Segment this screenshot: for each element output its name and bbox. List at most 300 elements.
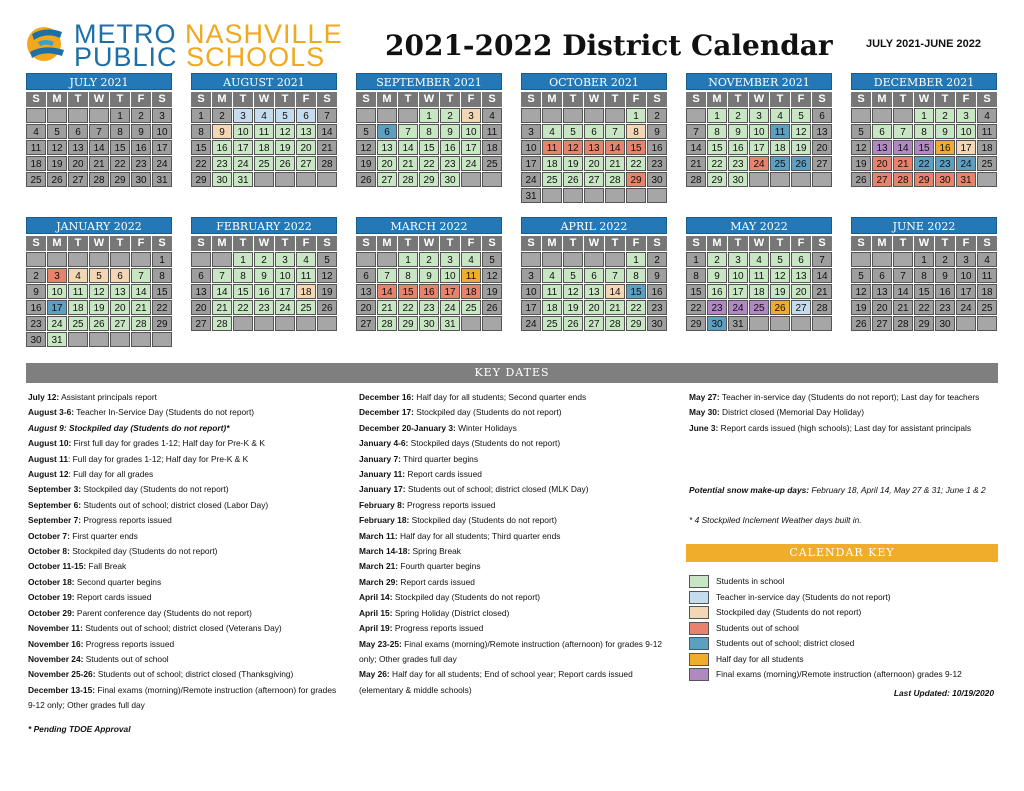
month-title: JULY 2021 (26, 73, 172, 90)
key-date-description: Teacher In-Service Day (Students do not report) (74, 407, 255, 418)
day-cell: 5 (791, 108, 811, 123)
weekday-header: F (131, 92, 151, 107)
key-date-entry (359, 390, 679, 405)
day-cell: 21 (377, 300, 397, 315)
day-cell: 30 (440, 172, 460, 187)
page-subtitle: JULY 2021-JUNE 2022 (866, 38, 981, 50)
day-cell: 26 (563, 316, 583, 331)
day-cell: 6 (872, 268, 892, 283)
month-april-2022 (521, 217, 667, 357)
day-cell: 11 (542, 284, 562, 299)
color-swatch (689, 637, 709, 650)
day-cell: 1 (191, 108, 211, 123)
calendar-key-item (689, 574, 999, 590)
key-date-description: : Full day for grades 1-12; Half day for Pre-K & K (68, 453, 249, 464)
day-cell: 28 (893, 172, 913, 187)
day-cell: 4 (296, 252, 316, 267)
key-date-description: Half day for all students; Third quarter ends (397, 530, 561, 541)
key-date-description: Fourth quarter begins (398, 561, 481, 572)
day-cell: 5 (47, 124, 67, 139)
weekday-header: M (377, 92, 397, 107)
day-cell: 28 (317, 156, 337, 171)
month-grid (191, 92, 337, 187)
weekday-header: F (956, 92, 976, 107)
day-cell: 28 (89, 172, 109, 187)
day-cell: 4 (26, 124, 46, 139)
day-cell: 26 (851, 172, 871, 187)
day-cell: 16 (440, 140, 460, 155)
day-cell: 17 (521, 156, 541, 171)
calendar-key-label: Students out of school; district closed (716, 638, 855, 648)
key-date-label: March 29: (359, 576, 399, 587)
day-cell: 4 (482, 108, 502, 123)
month-october-2021 (521, 73, 667, 213)
day-cell: 9 (131, 124, 151, 139)
day-cell: 27 (356, 316, 376, 331)
empty-day-cell (542, 188, 562, 203)
empty-day-cell (317, 172, 337, 187)
day-cell: 30 (131, 172, 151, 187)
day-cell: 5 (851, 124, 871, 139)
day-cell: 16 (212, 140, 232, 155)
key-date-entry (28, 575, 343, 590)
day-cell: 12 (482, 268, 502, 283)
day-cell: 19 (482, 284, 502, 299)
day-cell: 13 (68, 140, 88, 155)
logo-text-line2: PUBLIC SCHOOLS (74, 42, 326, 72)
weekday-header: S (152, 236, 172, 251)
key-date-description: Stockpiled day (Students do not report) (392, 592, 541, 603)
day-cell: 28 (212, 316, 232, 331)
empty-day-cell (872, 108, 892, 123)
day-cell: 20 (812, 140, 832, 155)
day-cell: 1 (914, 252, 934, 267)
day-cell: 15 (914, 140, 934, 155)
key-date-label: October 11-15: (28, 561, 87, 572)
day-cell: 25 (254, 156, 274, 171)
weekday-header: F (791, 92, 811, 107)
month-july-2021 (26, 73, 172, 213)
day-cell: 7 (893, 124, 913, 139)
day-cell: 24 (440, 300, 460, 315)
day-cell: 11 (482, 124, 502, 139)
day-cell: 21 (686, 156, 706, 171)
key-date-description: Students out of school; district closed (MLK Day) (405, 484, 589, 495)
weekday-header: S (482, 236, 502, 251)
weekday-header: M (377, 236, 397, 251)
day-cell: 19 (791, 140, 811, 155)
day-cell: 7 (812, 252, 832, 267)
key-date-entry (28, 544, 343, 559)
day-cell: 29 (626, 172, 646, 187)
day-cell: 17 (461, 140, 481, 155)
key-date-label: May 26: (359, 669, 390, 680)
key-date-entry (359, 590, 679, 605)
day-cell: 2 (935, 108, 955, 123)
day-cell: 14 (605, 284, 625, 299)
key-date-entry (28, 652, 343, 667)
key-date-entry (359, 621, 679, 636)
day-cell: 1 (707, 108, 727, 123)
day-cell: 27 (296, 156, 316, 171)
empty-day-cell (791, 172, 811, 187)
empty-day-cell (131, 252, 151, 267)
day-cell: 8 (152, 268, 172, 283)
day-cell: 10 (521, 284, 541, 299)
day-cell: 13 (584, 284, 604, 299)
key-date-label: March 11: (359, 530, 398, 541)
day-cell: 22 (686, 300, 706, 315)
key-date-entry (28, 436, 343, 451)
day-cell: 10 (749, 124, 769, 139)
day-cell: 28 (686, 172, 706, 187)
day-cell: 6 (584, 124, 604, 139)
day-cell: 8 (626, 268, 646, 283)
day-cell: 20 (872, 300, 892, 315)
key-date-description: Second quarter begins (74, 576, 162, 587)
weekday-header: W (254, 92, 274, 107)
day-cell: 11 (977, 268, 997, 283)
day-cell: 28 (605, 316, 625, 331)
calendar-key-item (689, 636, 999, 652)
weekday-header: T (605, 92, 625, 107)
empty-day-cell (812, 172, 832, 187)
day-cell: 18 (482, 140, 502, 155)
day-cell: 22 (191, 156, 211, 171)
day-cell: 20 (296, 140, 316, 155)
logo-mark-icon (24, 22, 68, 66)
day-cell: 3 (233, 108, 253, 123)
key-date-entry (689, 405, 989, 420)
empty-day-cell (68, 108, 88, 123)
day-cell: 25 (482, 156, 502, 171)
key-date-label: January 4-6: (359, 438, 409, 449)
day-cell: 27 (377, 172, 397, 187)
day-cell: 7 (605, 124, 625, 139)
month-title: JANUARY 2022 (26, 217, 172, 234)
day-cell: 6 (791, 252, 811, 267)
day-cell: 21 (605, 156, 625, 171)
weekday-header: W (584, 92, 604, 107)
day-cell: 26 (791, 156, 811, 171)
key-date-description: District closed (Memorial Day Holiday) (719, 407, 865, 418)
day-cell: 27 (110, 316, 130, 331)
key-date-label: February 18: (359, 515, 410, 526)
day-cell: 26 (770, 300, 790, 315)
weekday-header: S (851, 92, 871, 107)
key-date-label: January 7: (359, 453, 401, 464)
key-date-label: August 3-6: (28, 407, 75, 418)
calendar-key-item (689, 652, 999, 668)
day-cell: 2 (419, 252, 439, 267)
day-cell: 29 (686, 316, 706, 331)
key-date-entry (28, 529, 343, 544)
weekday-header: W (419, 236, 439, 251)
weekday-header: T (68, 92, 88, 107)
day-cell: 14 (398, 140, 418, 155)
day-cell: 23 (212, 156, 232, 171)
day-cell: 31 (233, 172, 253, 187)
day-cell: 26 (563, 172, 583, 187)
day-cell: 24 (461, 156, 481, 171)
month-march-2022 (356, 217, 502, 357)
day-cell: 24 (728, 300, 748, 315)
day-cell: 23 (647, 156, 667, 171)
key-date-description: Progress reports issued (404, 499, 496, 510)
key-date-label: December 16: (359, 392, 414, 402)
empty-day-cell (851, 108, 871, 123)
day-cell: 6 (296, 108, 316, 123)
key-date-description: Report cards issued (74, 592, 152, 603)
day-cell: 31 (728, 316, 748, 331)
day-cell: 13 (356, 284, 376, 299)
key-date-entry (28, 452, 343, 467)
day-cell: 23 (707, 300, 727, 315)
key-date-description: Stockpiled day (Students do not report) (81, 484, 229, 495)
key-date-label: April 15: (359, 607, 393, 618)
key-date-description: Students out of school (83, 653, 169, 664)
day-cell: 25 (26, 172, 46, 187)
day-cell: 25 (977, 300, 997, 315)
key-date-label: February 8: (359, 499, 405, 510)
key-date-label: August 10: (28, 438, 72, 449)
day-cell: 5 (317, 252, 337, 267)
empty-day-cell (26, 252, 46, 267)
key-date-entry (28, 667, 343, 682)
weekday-header: M (47, 236, 67, 251)
empty-day-cell (26, 108, 46, 123)
day-cell: 26 (47, 172, 67, 187)
day-cell: 27 (191, 316, 211, 331)
day-cell: 2 (26, 268, 46, 283)
calendar-key-label: Final exams (morning)/Remote instruction (afternoon) grades 9-12 (716, 669, 962, 679)
weekday-header: W (89, 236, 109, 251)
day-cell: 18 (296, 284, 316, 299)
day-cell: 15 (152, 284, 172, 299)
key-date-description: Report cards issued (high schools); Last day for assistant principals (718, 422, 972, 433)
day-cell: 14 (377, 284, 397, 299)
weekday-header: T (275, 92, 295, 107)
weekday-header: T (68, 236, 88, 251)
weekday-header: T (770, 92, 790, 107)
day-cell: 3 (440, 252, 460, 267)
month-grid (521, 92, 667, 203)
day-cell: 17 (275, 284, 295, 299)
weekday-header: M (707, 92, 727, 107)
month-grid (191, 236, 337, 331)
key-date-entry (359, 452, 679, 467)
day-cell: 23 (254, 300, 274, 315)
day-cell: 15 (233, 284, 253, 299)
month-grid (26, 92, 172, 187)
day-cell: 14 (317, 124, 337, 139)
day-cell: 4 (542, 124, 562, 139)
day-cell: 20 (377, 156, 397, 171)
empty-day-cell (977, 316, 997, 331)
day-cell: 12 (89, 284, 109, 299)
empty-day-cell (542, 108, 562, 123)
day-cell: 19 (851, 156, 871, 171)
key-date-entry (28, 498, 343, 513)
day-cell: 1 (626, 252, 646, 267)
day-cell: 23 (728, 156, 748, 171)
day-cell: 30 (935, 316, 955, 331)
logo-text-line1: METRO NASHVILLE (74, 19, 343, 49)
day-cell: 26 (89, 316, 109, 331)
day-cell: 7 (893, 268, 913, 283)
calendar-key-item (689, 667, 999, 683)
key-date-description: Progress reports issued (83, 638, 175, 649)
day-cell: 11 (770, 124, 790, 139)
last-updated: Last Updated: 10/19/2020 (893, 688, 994, 698)
day-cell: 6 (191, 268, 211, 283)
key-date-entry (359, 529, 679, 544)
key-date-label: November 24: (28, 653, 84, 664)
empty-day-cell (686, 108, 706, 123)
weekday-header: S (812, 92, 832, 107)
day-cell: 31 (440, 316, 460, 331)
key-date-label: April 14: (359, 592, 393, 603)
day-cell: 10 (275, 268, 295, 283)
day-cell: 21 (317, 140, 337, 155)
key-dates-column-3 (689, 390, 989, 436)
weekday-header: M (212, 236, 232, 251)
empty-day-cell (212, 252, 232, 267)
month-january-2022 (26, 217, 172, 357)
empty-day-cell (563, 252, 583, 267)
day-cell: 30 (26, 332, 46, 347)
empty-day-cell (605, 188, 625, 203)
district-logo (24, 19, 344, 72)
key-date-label: July 12: (28, 392, 60, 402)
day-cell: 31 (47, 332, 67, 347)
day-cell: 17 (233, 140, 253, 155)
weekday-header: T (563, 236, 583, 251)
day-cell: 17 (956, 140, 976, 155)
weekday-header: S (686, 92, 706, 107)
month-title: FEBRUARY 2022 (191, 217, 337, 234)
day-cell: 29 (707, 172, 727, 187)
day-cell: 29 (914, 316, 934, 331)
page-title: 2021-2022 District Calendar (385, 29, 833, 62)
day-cell: 23 (647, 300, 667, 315)
day-cell: 27 (812, 156, 832, 171)
day-cell: 21 (89, 156, 109, 171)
day-cell: 8 (914, 268, 934, 283)
day-cell: 27 (872, 172, 892, 187)
key-date-description: : Full day for all grades (68, 469, 154, 480)
day-cell: 12 (275, 124, 295, 139)
key-date-description: Students out of school; district closed (Veterans Day) (82, 623, 282, 634)
day-cell: 2 (131, 108, 151, 123)
weekday-header: T (935, 92, 955, 107)
empty-day-cell (254, 172, 274, 187)
empty-day-cell (482, 316, 502, 331)
day-cell: 12 (770, 268, 790, 283)
day-cell: 10 (956, 124, 976, 139)
day-cell: 9 (419, 268, 439, 283)
day-cell: 6 (110, 268, 130, 283)
month-title: JUNE 2022 (851, 217, 997, 234)
month-grid (851, 236, 997, 331)
calendar-key-list (689, 574, 999, 683)
day-cell: 31 (956, 172, 976, 187)
day-cell: 3 (275, 252, 295, 267)
day-cell: 2 (935, 252, 955, 267)
weekday-header: T (893, 236, 913, 251)
day-cell: 25 (461, 300, 481, 315)
day-cell: 18 (977, 140, 997, 155)
key-date-label: August 12 (28, 469, 69, 480)
weekday-header: S (26, 236, 46, 251)
month-september-2021 (356, 73, 502, 213)
empty-day-cell (89, 252, 109, 267)
day-cell: 9 (26, 284, 46, 299)
day-cell: 17 (521, 300, 541, 315)
empty-day-cell (584, 188, 604, 203)
day-cell: 29 (191, 172, 211, 187)
weekday-header: T (935, 236, 955, 251)
day-cell: 10 (521, 140, 541, 155)
day-cell: 27 (584, 172, 604, 187)
day-cell: 25 (542, 316, 562, 331)
key-date-description: Fall Break (86, 561, 127, 572)
key-date-label: October 29: (28, 607, 75, 618)
day-cell: 18 (977, 284, 997, 299)
day-cell: 17 (749, 140, 769, 155)
weekday-header: T (770, 236, 790, 251)
key-date-description: Progress reports issued (81, 515, 172, 526)
key-date-entry (28, 621, 343, 636)
day-cell: 3 (749, 108, 769, 123)
day-cell: 31 (521, 188, 541, 203)
day-cell: 22 (914, 156, 934, 171)
weekday-header: F (461, 92, 481, 107)
day-cell: 19 (563, 300, 583, 315)
key-date-description: Final exams (morning)/Remote instruction (afternoon) for grades 9-12 only; Other grades full day (359, 638, 663, 664)
empty-day-cell (296, 172, 316, 187)
key-date-label: August 9: Stockpiled day (Students do not report)* (28, 422, 230, 433)
day-cell: 26 (317, 300, 337, 315)
day-cell: 19 (317, 284, 337, 299)
weekday-header: T (440, 92, 460, 107)
day-cell: 2 (440, 108, 460, 123)
day-cell: 5 (275, 108, 295, 123)
key-date-entry (359, 575, 679, 590)
color-swatch (689, 622, 709, 635)
empty-day-cell (275, 172, 295, 187)
weekday-header: F (956, 236, 976, 251)
weekday-header: S (317, 236, 337, 251)
key-date-label: December 13-15: (28, 684, 96, 695)
day-cell: 15 (686, 284, 706, 299)
weekday-header: T (275, 236, 295, 251)
weekday-header: S (521, 92, 541, 107)
weekday-header: F (791, 236, 811, 251)
day-cell: 17 (47, 300, 67, 315)
day-cell: 24 (521, 172, 541, 187)
day-cell: 25 (296, 300, 316, 315)
snow-makeup-note: Potential snow make-up days: February 18, April 14, May 27 & 31; June 1 & 2 (689, 485, 986, 495)
key-date-entry (689, 421, 989, 436)
day-cell: 10 (233, 124, 253, 139)
key-date-description: Assistant principals report (59, 392, 157, 402)
day-cell: 11 (68, 284, 88, 299)
key-date-description: First quarter ends (69, 530, 138, 541)
day-cell: 19 (770, 284, 790, 299)
month-title: OCTOBER 2021 (521, 73, 667, 90)
color-swatch (689, 575, 709, 588)
